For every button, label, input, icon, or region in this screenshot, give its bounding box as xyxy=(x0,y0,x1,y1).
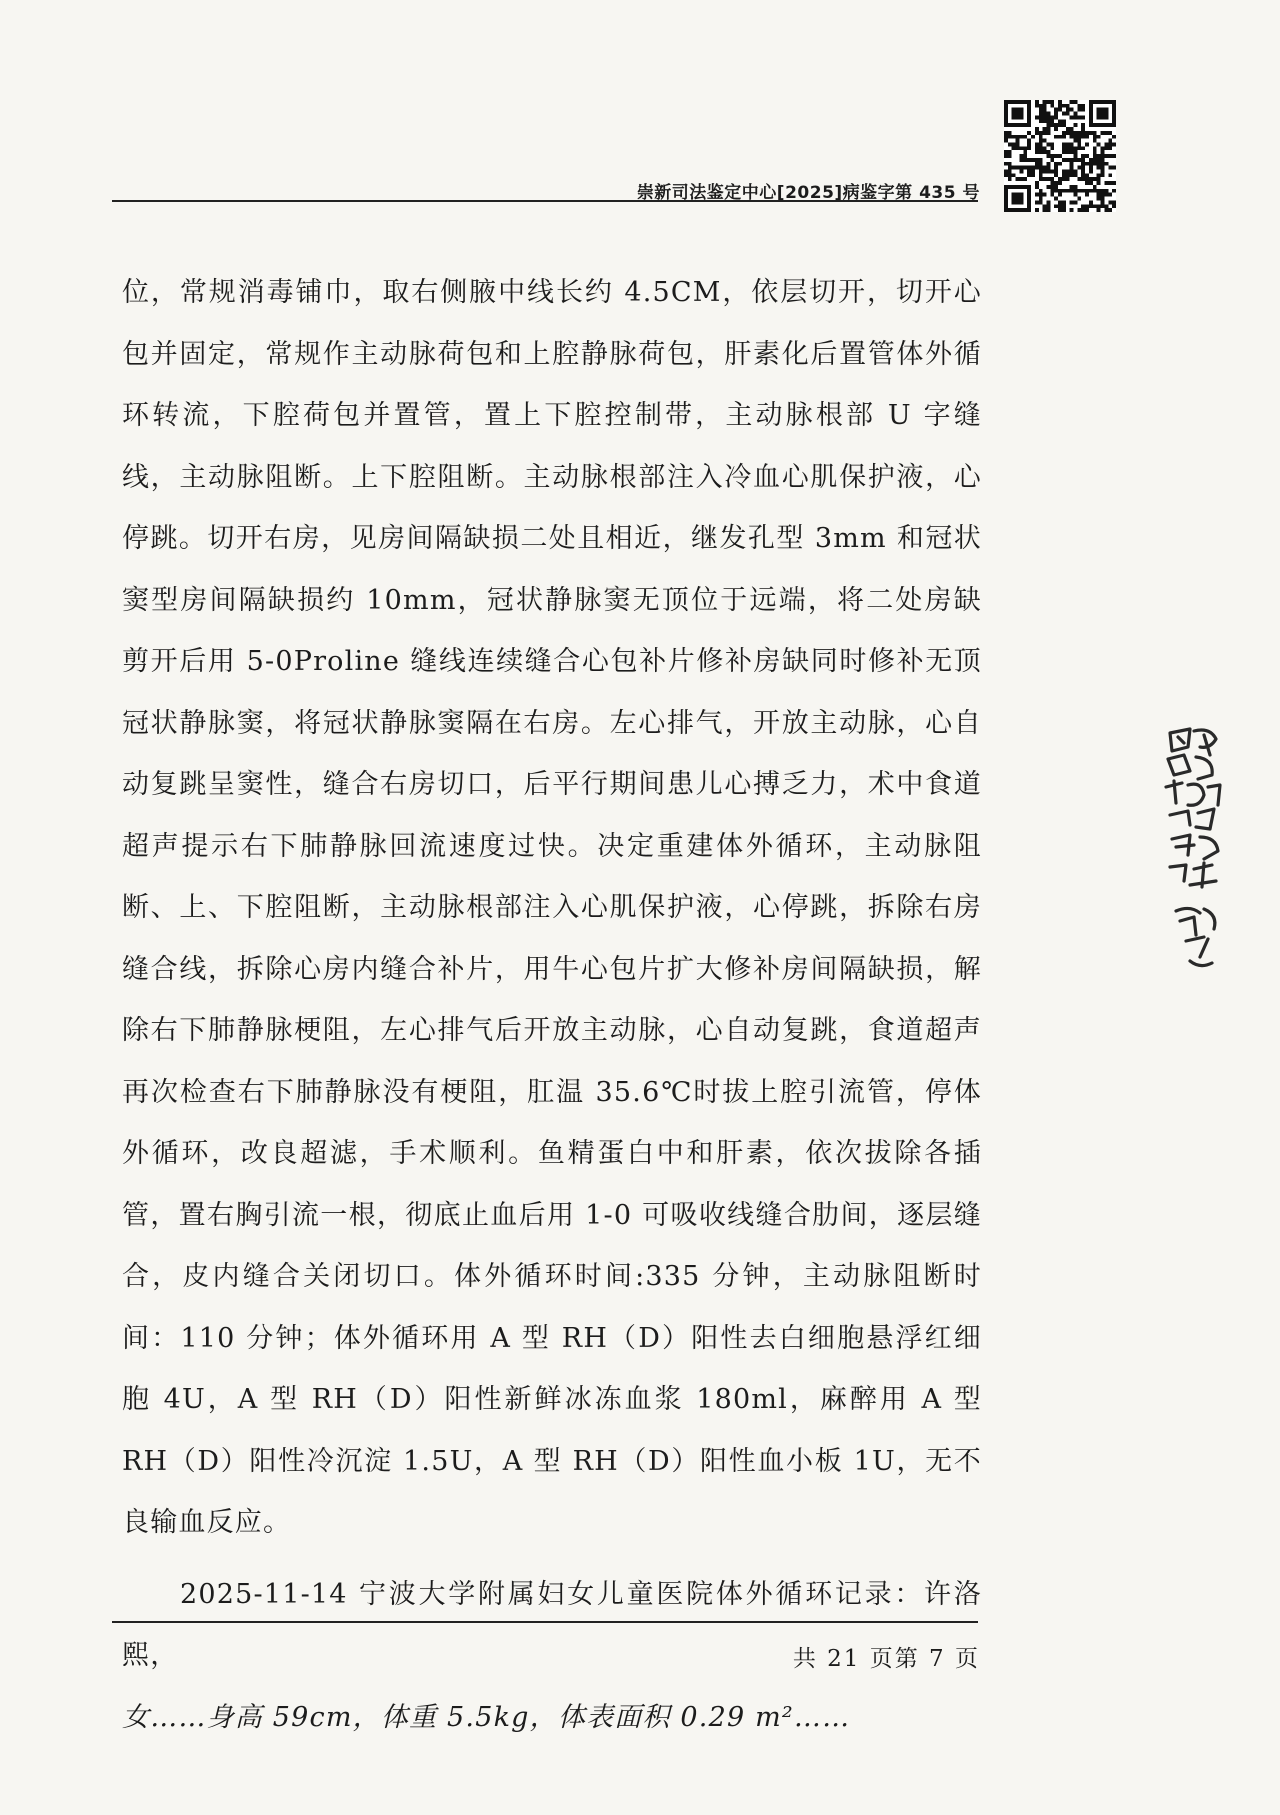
page-number: 共 21 页第 7 页 xyxy=(792,1646,980,1672)
footer-divider xyxy=(112,1621,978,1623)
document-reference-number: 崇新司法鉴定中心[2025]病鉴字第 435 号 xyxy=(636,183,980,203)
seal-stamp-icon xyxy=(1160,725,1232,985)
body-paragraph: 女……身高 59cm，体重 5.5kg，体表面积 0.29 m²…… xyxy=(122,1701,851,1733)
header-divider xyxy=(112,200,978,202)
body-paragraph: 位，常规消毒铺巾，取右侧腋中线长约 4.5CM，依层切开，切开心包并固定，常规作主动脉荷包和上腔静脉荷包，肝素化后置管体外循环转流，下腔荷包并置管，置上下腔控制带，主动脉根部 U 字缝线，主动脉阻断。上下腔阻断。主动脉根部注入冷血心肌保护液，心停跳。切开右房，见房间隔缺损二处且相近，继发孔型 3mm 和冠状窦型房间隔缺损约 10mm，冠状静脉窦无顶位于远端，将二处房缺剪开后用 5-0Proline 缝线连续缝合心包补片修补房缺同时修补无顶冠状静脉窦，将冠状静脉窦隔在右房。左心排气，开放主动脉，心自动复跳呈窦性，缝合右房切口，后平行期间患儿心搏乏力，术中食道超声提示右下肺静脉回流速度过快。决定重建体外循环，主动脉阻断、上、下腔阻断，主动脉根部注入心肌保护液，心停跳，拆除右房缝合线，拆除心房内缝合补片，用牛心包片扩大修补房间隔缺损，解除右下肺静脉梗阻，左心排气后开放主动脉，心自动复跳，食道超声再次检查右下肺静脉没有梗阻，肛温 35.6℃时拔上腔引流管，停体外循环，改良超滤，手术顺利。鱼精蛋白中和肝素，依次拔除各插管，置右胸引流一根，彻底止血后用 1-0 可吸收线缝合肋间，逐层缝合，皮内缝合关闭切口。体外循环时间:335 分钟，主动脉阻断时间：110 分钟；体外循环用 A 型 RH（D）阳性去白细胞悬浮红细胞 4U，A 型 RH（D）阳性新鲜冰冻血浆 180ml，麻醉用 A 型 RH（D）阳性冷沉淀 1.5U，A 型 RH（D）阳性血小板 1U，无不良输血反应。 xyxy=(122,277,982,1538)
document-body xyxy=(122,262,982,1748)
qr-code-icon xyxy=(1004,100,1116,212)
body-paragraph: 2025-11-14 宁波大学附属妇女儿童医院体外循环记录：许洛熙， xyxy=(122,1578,982,1671)
